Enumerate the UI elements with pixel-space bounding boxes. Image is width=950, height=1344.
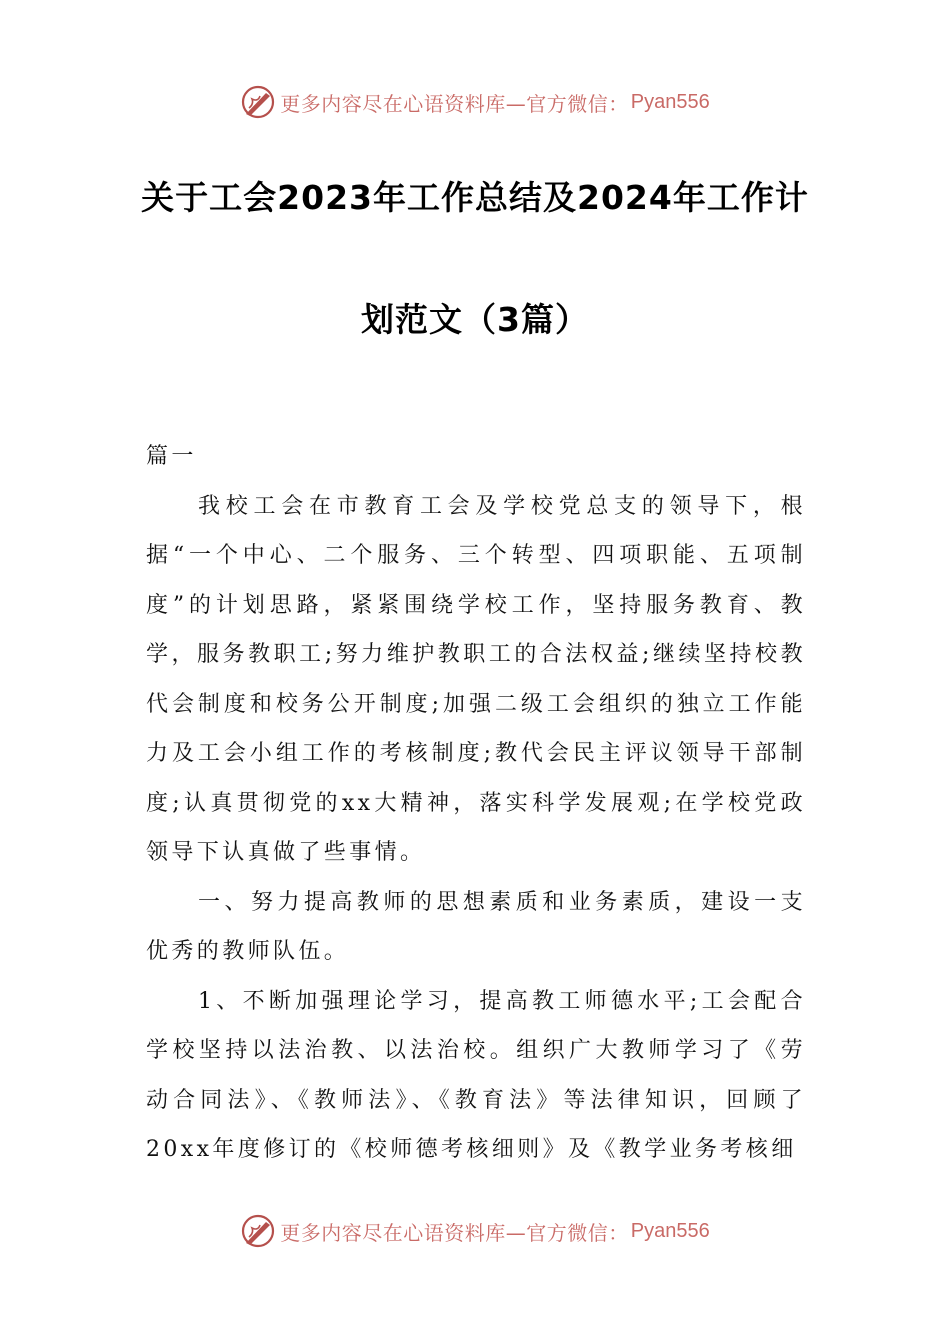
- section-label: 篇一: [146, 444, 197, 469]
- header-watermark: [0, 82, 950, 122]
- pen-logo-icon: [240, 1213, 276, 1249]
- footer-watermark: [0, 1211, 950, 1251]
- body-paragraph: 一、努力提高教师的思想素质和业务素质，建设一支优秀的教师队伍。: [146, 889, 806, 964]
- document-title-line-1: 关于工会2023年工作总结及2024年工作计: [141, 178, 809, 217]
- watermark-text: 更多内容尽在心语资料库—官方微信：: [280, 1220, 629, 1245]
- pen-logo-icon: [240, 84, 276, 120]
- document-title-line-2: 划范文（3篇）: [361, 300, 589, 339]
- document-body: [146, 432, 806, 1175]
- body-paragraph: 我校工会在市教育工会及学校党总支的领导下，根据“一个中心、二个服务、三个转型、四项职能、五项制度”的计划思路，紧紧围绕学校工作，坚持服务教育、教学，服务教职工;努力维护教职工的合法权益;继续坚持校教代会制度和校务公开制度;加强二级工会组织的独立工作能力及工会小组工作的考核制度;教代会民主评议领导干部制度;认真贯彻党的xx大精神，落实科学发展观;在学校党政领导下认真做了些事情。: [146, 493, 806, 865]
- watermark-text: 更多内容尽在心语资料库—官方微信：: [280, 91, 629, 116]
- watermark-wechat-id: Pyan556: [630, 1219, 710, 1242]
- body-paragraph: 1、不断加强理论学习，提高教工师德水平;工会配合学校坚持以法治教、以法治校。组织广大教师学习了《劳动合同法》、《教师法》、《教育法》等法律知识，回顾了20xx年度修订的《校师德考核细则》及《教学业务考核细: [146, 988, 806, 1162]
- watermark-wechat-id: Pyan556: [630, 90, 710, 113]
